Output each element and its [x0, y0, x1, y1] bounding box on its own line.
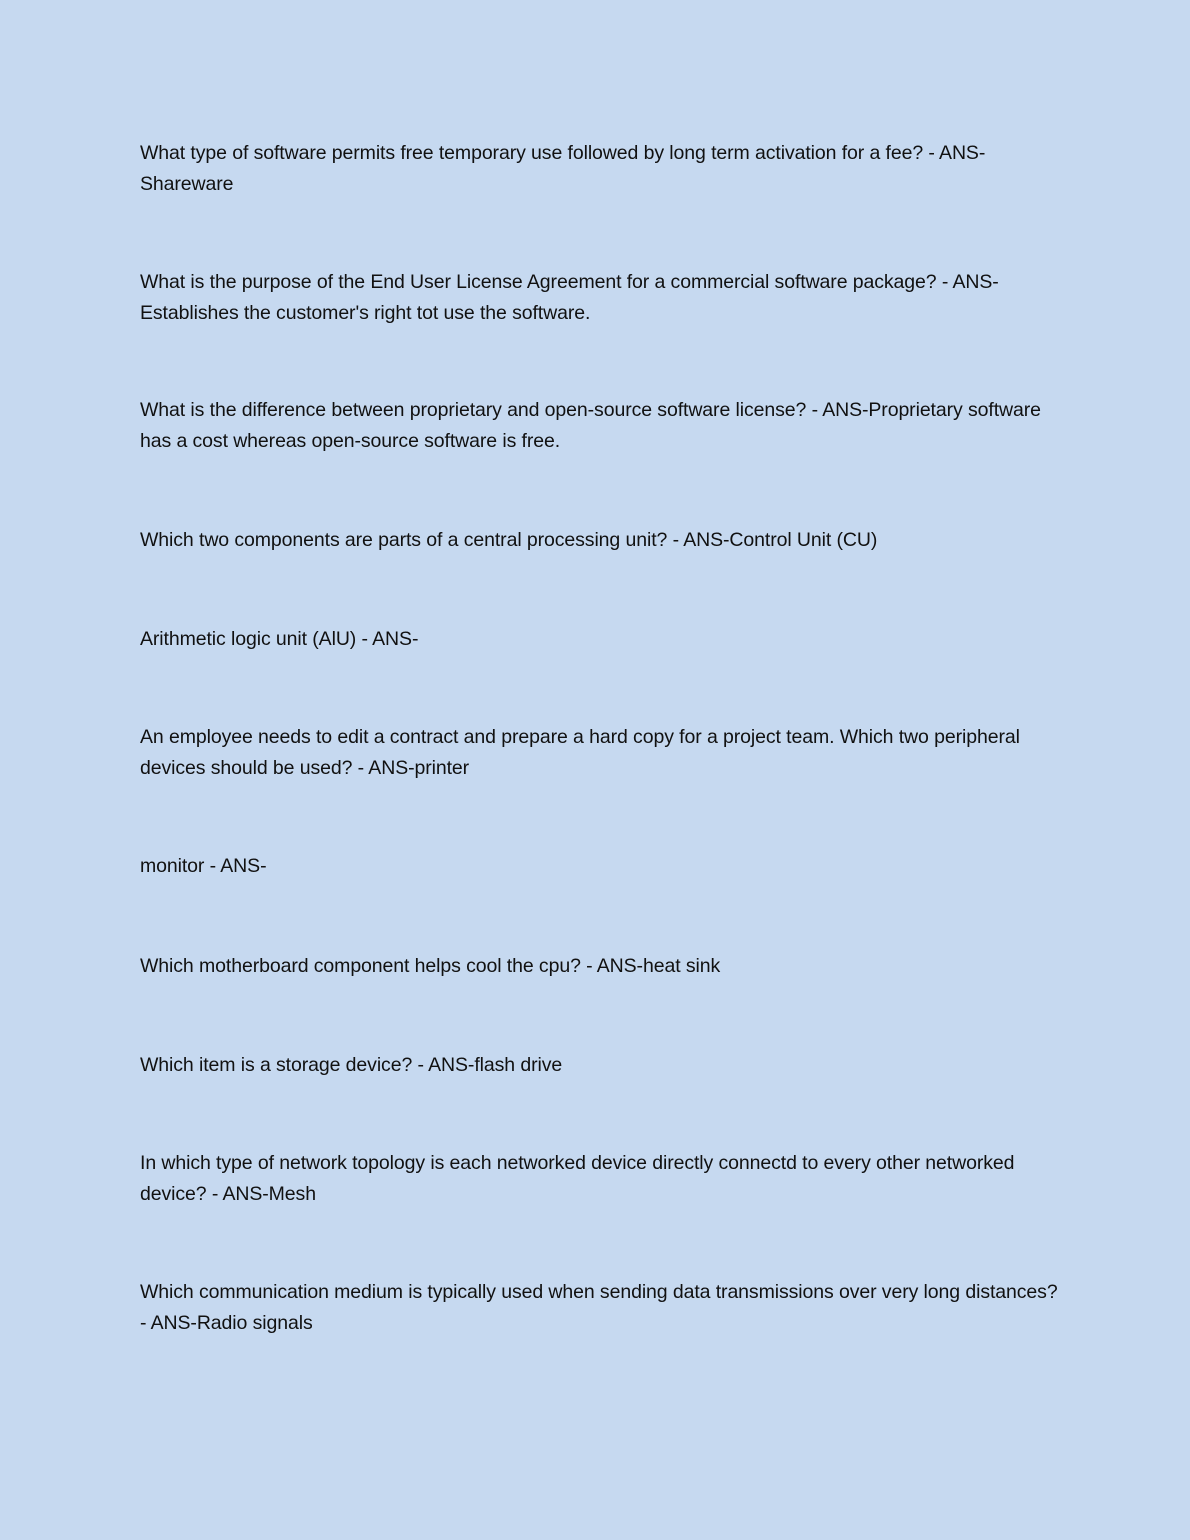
- qa-entry: Which motherboard component helps cool the cpu? - ANS-heat sink: [140, 955, 721, 977]
- qa-entry: What type of software permits free temporary use followed by long term activation for a fee? - ANS-Shareware: [140, 142, 986, 195]
- qa-entry: In which type of network topology is each networked device directly connectd to every other networked device? - ANS-Mesh: [140, 1152, 1015, 1205]
- qa-entry: Which two components are parts of a central processing unit? - ANS-Control Unit (CU): [140, 529, 878, 551]
- qa-entry: monitor - ANS-: [140, 855, 267, 877]
- qa-entry: What is the purpose of the End User License Agreement for a commercial software package? - ANS-Establishes the customer's right tot use the software.: [140, 271, 999, 324]
- qa-entry: What is the difference between proprietary and open-source software license? - ANS-Proprietary software has a cost whereas open-source software is free.: [140, 399, 1041, 452]
- qa-entry: Which communication medium is typically used when sending data transmissions over very long distances? - ANS-Radio signals: [140, 1281, 1058, 1334]
- qa-entry: Arithmetic logic unit (AlU) - ANS-: [140, 628, 419, 650]
- qa-entry: Which item is a storage device? - ANS-flash drive: [140, 1054, 563, 1076]
- qa-entry: An employee needs to edit a contract and prepare a hard copy for a project team. Which two peripheral devices should be used? - ANS-printer: [140, 726, 1020, 779]
